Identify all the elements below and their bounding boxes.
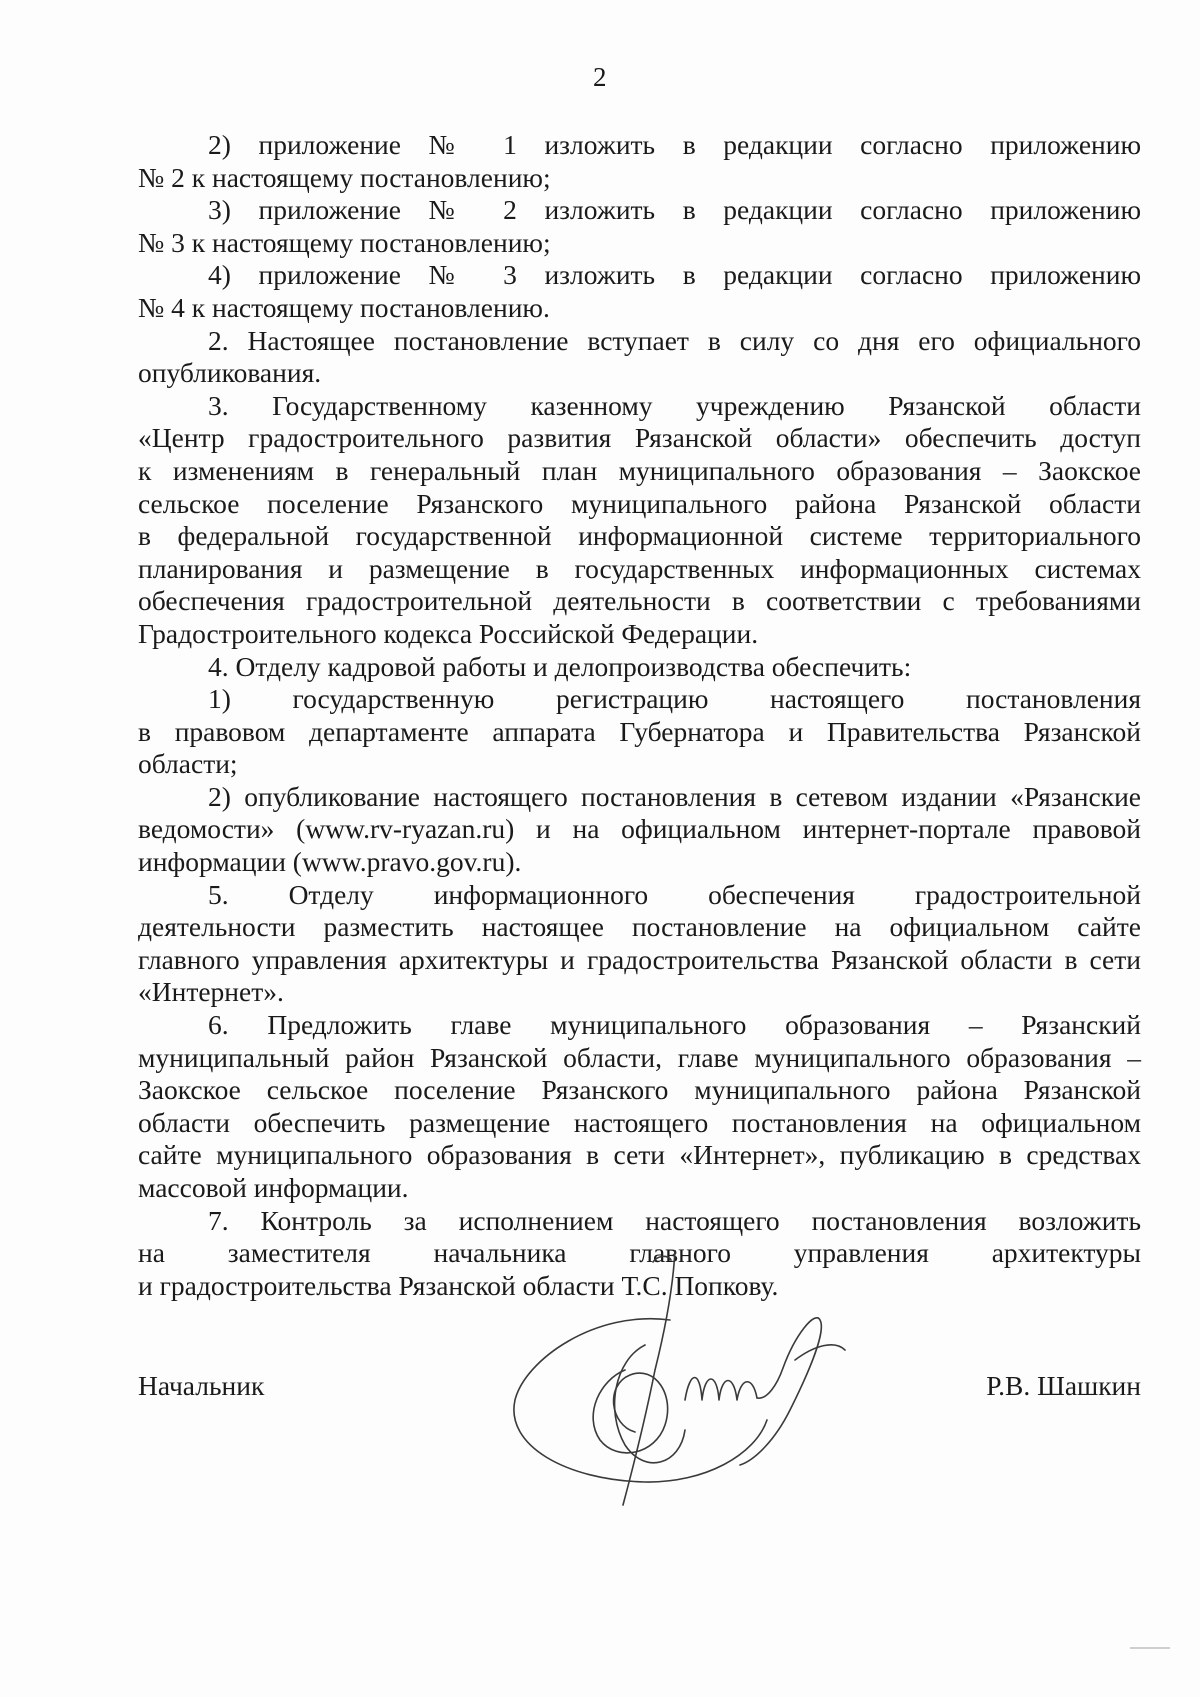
text-line: в правовом департаменте аппарата Губернатора и Правительства Рязанской — [138, 715, 1141, 747]
text-line: в федеральной государственной информационной системе территориального — [138, 520, 1141, 552]
text-line: и градостроительства Рязанской области Т.С. Попкову. — [138, 1269, 779, 1301]
text-line: «Интернет». — [138, 976, 284, 1008]
text-line: опубликования. — [138, 357, 322, 389]
text-line: сайте муниципального образования в сети «Интернет», публикацию в средствах — [138, 1139, 1141, 1171]
text-line: № 2 к настоящему постановлению; — [138, 161, 551, 193]
text-line: массовой информации. — [138, 1172, 409, 1203]
text-line: Заокское сельское поселение Рязанского муниципального района Рязанской — [138, 1074, 1141, 1106]
text-line: 4) приложение № 3 изложить в редакции согласно приложению — [208, 259, 1141, 291]
text-line: 4. Отделу кадровой работы и делопроизводства обеспечить: — [208, 650, 912, 682]
text-line: деятельности разместить настоящее постановление на официальном сайте — [138, 911, 1141, 943]
text-line: ведомости» (www.rv-ryazan.ru) и на официальном интернет-портале правовой — [138, 813, 1141, 845]
text-line: «Центр градостроительного развития Рязанской области» обеспечить доступ — [138, 422, 1141, 454]
text-line: Градостроительного кодекса Российской Федерации. — [138, 617, 759, 649]
text-line: планирования и размещение в государственных информационных системах — [138, 552, 1141, 584]
signatory-name: Р.В. Шашкин — [986, 1370, 1141, 1401]
text-line: 2) опубликование настоящего постановления в сетевом издании «Рязанские — [208, 780, 1141, 812]
text-line: 1) государственную регистрацию настоящего постановления — [208, 683, 1141, 715]
signatory-title: Начальник — [138, 1370, 265, 1401]
text-line: 2. Настоящее постановление вступает в силу со дня его официального — [208, 324, 1141, 356]
text-line: на заместителя начальника главного управления архитектуры — [138, 1237, 1141, 1269]
text-line: № 4 к настоящему постановлению. — [138, 291, 550, 323]
text-line: 7. Контроль за исполнением настоящего постановления возложить — [208, 1204, 1141, 1236]
text-line: главного управления архитектуры и градостроительства Рязанской области в сети — [138, 943, 1141, 975]
text-line: 6. Предложить главе муниципального образования – Рязанский — [208, 1009, 1141, 1041]
text-line: к изменениям в генеральный план муниципального образования – Заокское — [138, 454, 1141, 486]
text-line: информации (www.pravo.gov.ru). — [138, 846, 522, 878]
scan-mark — [1130, 1647, 1170, 1649]
text-line: 5. Отделу информационного обеспечения градостроительной — [208, 878, 1141, 910]
text-line: области обеспечить размещение настоящего постановления на официальном — [138, 1106, 1141, 1138]
text-line: № 3 к настоящему постановлению; — [138, 226, 551, 258]
text-line: области; — [138, 748, 238, 780]
document-body — [138, 129, 1141, 1302]
page-number: 2 — [593, 62, 607, 92]
text-line: 2) приложение № 1 изложить в редакции согласно приложению — [208, 129, 1141, 160]
text-line: 3. Государственному казенному учреждению Рязанской области — [208, 389, 1141, 421]
text-line: обеспечения градостроительной деятельности в соответствии с требованиями — [138, 585, 1141, 617]
text-line: муниципальный район Рязанской области, главе муниципального образования – — [138, 1041, 1141, 1073]
text-line: сельское поселение Рязанского муниципального района Рязанской области — [138, 487, 1141, 519]
text-line: 3) приложение № 2 изложить в редакции согласно приложению — [208, 194, 1141, 226]
signature-row — [138, 1370, 1141, 1410]
